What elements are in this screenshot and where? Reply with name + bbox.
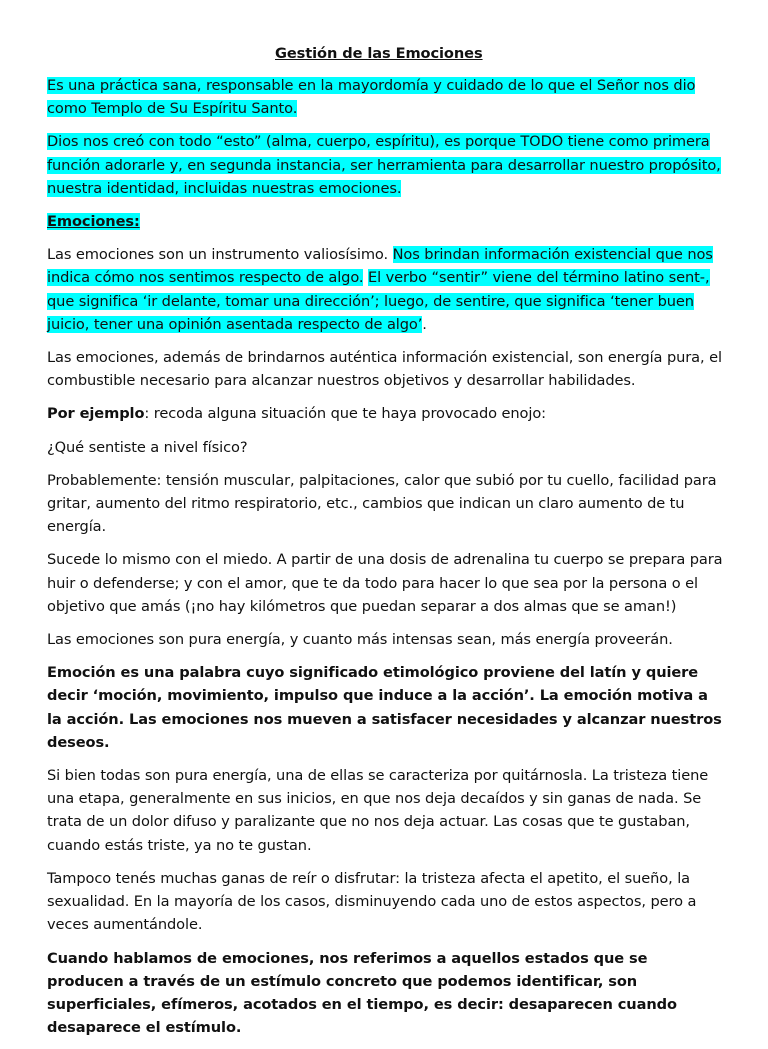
highlighted-text: El verbo “sentir” viene del término latino sent-, que significa ‘ir delante, tomar una dirección’; luego, de sentire, que significa ‘tener buen juicio, tener una opinión asentada respecto de algo’ (47, 269, 710, 333)
paragraph-pure-energy: Las emociones son pura energía, y cuanto más intensas sean, más energía proveerán. (47, 631, 673, 649)
document-title-text: Gestión de las Emociones (275, 45, 483, 62)
section-heading-emociones (47, 210, 727, 233)
bold-text: Por ejemplo (47, 405, 145, 423)
paragraph-etymology: Emoción es una palabra cuyo significado etimológico proviene del latín y quiere decir ‘moción, movimiento, impulso que induce a la acción’. La emoción motiva a la acción. Las emociones nos mueven a satisfacer necesidades y alcanzar nuestros deseos. (47, 664, 722, 751)
highlighted-text: Es una práctica sana, responsable en la mayordomía y cuidado de lo que el Señor nos dio como Templo de Su Espíritu Santo. (47, 77, 696, 118)
plain-text: : recoda alguna situación que te haya provocado enojo: (144, 405, 546, 423)
paragraph-probably: Probablemente: tensión muscular, palpitaciones, calor que subió por tu cuello, facilidad para gritar, aumento del ritmo respiratorio, etc., cambios que indican un claro aumento de tu energía. (47, 471, 717, 536)
paragraph-energy: Las emociones, además de brindarnos auténtica información existencial, son energía pura, el combustible necesario para alcanzar nuestros objetivos y desarrollar habilidades. (47, 349, 722, 390)
plain-text: . (422, 315, 427, 333)
plain-text: Las emociones son un instrumento valiosísimo. (47, 246, 393, 264)
paragraph-instrument (47, 243, 727, 336)
paragraph-creation (47, 130, 727, 200)
paragraph-appetite: Tampoco tenés muchas ganas de reír o disfrutar: la tristeza afecta el apetito, el sueño, la sexualidad. En la mayoría de los casos, disminuyendo cada uno de estos aspectos, pero a veces aumentándole. (47, 869, 697, 934)
paragraph-definition: Cuando hablamos de emociones, nos referimos a aquellos estados que se producen a través de un estímulo concreto que podemos identificar, son superficiales, efímeros, acotados en el tiempo, es decir: desaparecen cuando desaparece el estímulo. (47, 949, 677, 1037)
paragraph-question: ¿Qué sentiste a nivel físico? (47, 438, 248, 456)
paragraph-fear-love: Sucede lo mismo con el miedo. A partir de una dosis de adrenalina tu cuerpo se prepara para huir o defenderse; y con el amor, que te da todo para hacer lo que sea por la persona o el objetivo que amás (¡no hay kilómetros que puedan separar a dos almas que se aman!) (47, 551, 723, 615)
highlighted-text: Nos brindan información existencial que nos indica cómo nos sentimos respecto de algo. (47, 246, 713, 287)
paragraph-intro (47, 74, 727, 120)
section-heading-text: Emociones: (47, 213, 140, 231)
document-page (47, 42, 727, 1049)
highlighted-text: Dios nos creó con todo “esto” (alma, cuerpo, espíritu), es porque TODO tiene como primera función adorarle y, en segunda instancia, ser herramienta para desarrollar nuestro propósito, nuestra identidad, incluidas nuestras emociones. (47, 133, 721, 197)
paragraph-sadness: Si bien todas son pura energía, una de ellas se caracteriza por quitárnosla. La tristeza tiene una etapa, generalmente en sus inicios, en que nos deja decaídos y sin ganas de nada. Se trata de un dolor difuso y paralizante que no nos deja actuar. Las cosas que te gustaban, cuando estás triste, ya no te gustan. (47, 767, 709, 854)
paragraph-example (47, 402, 727, 425)
document-title (47, 42, 727, 65)
